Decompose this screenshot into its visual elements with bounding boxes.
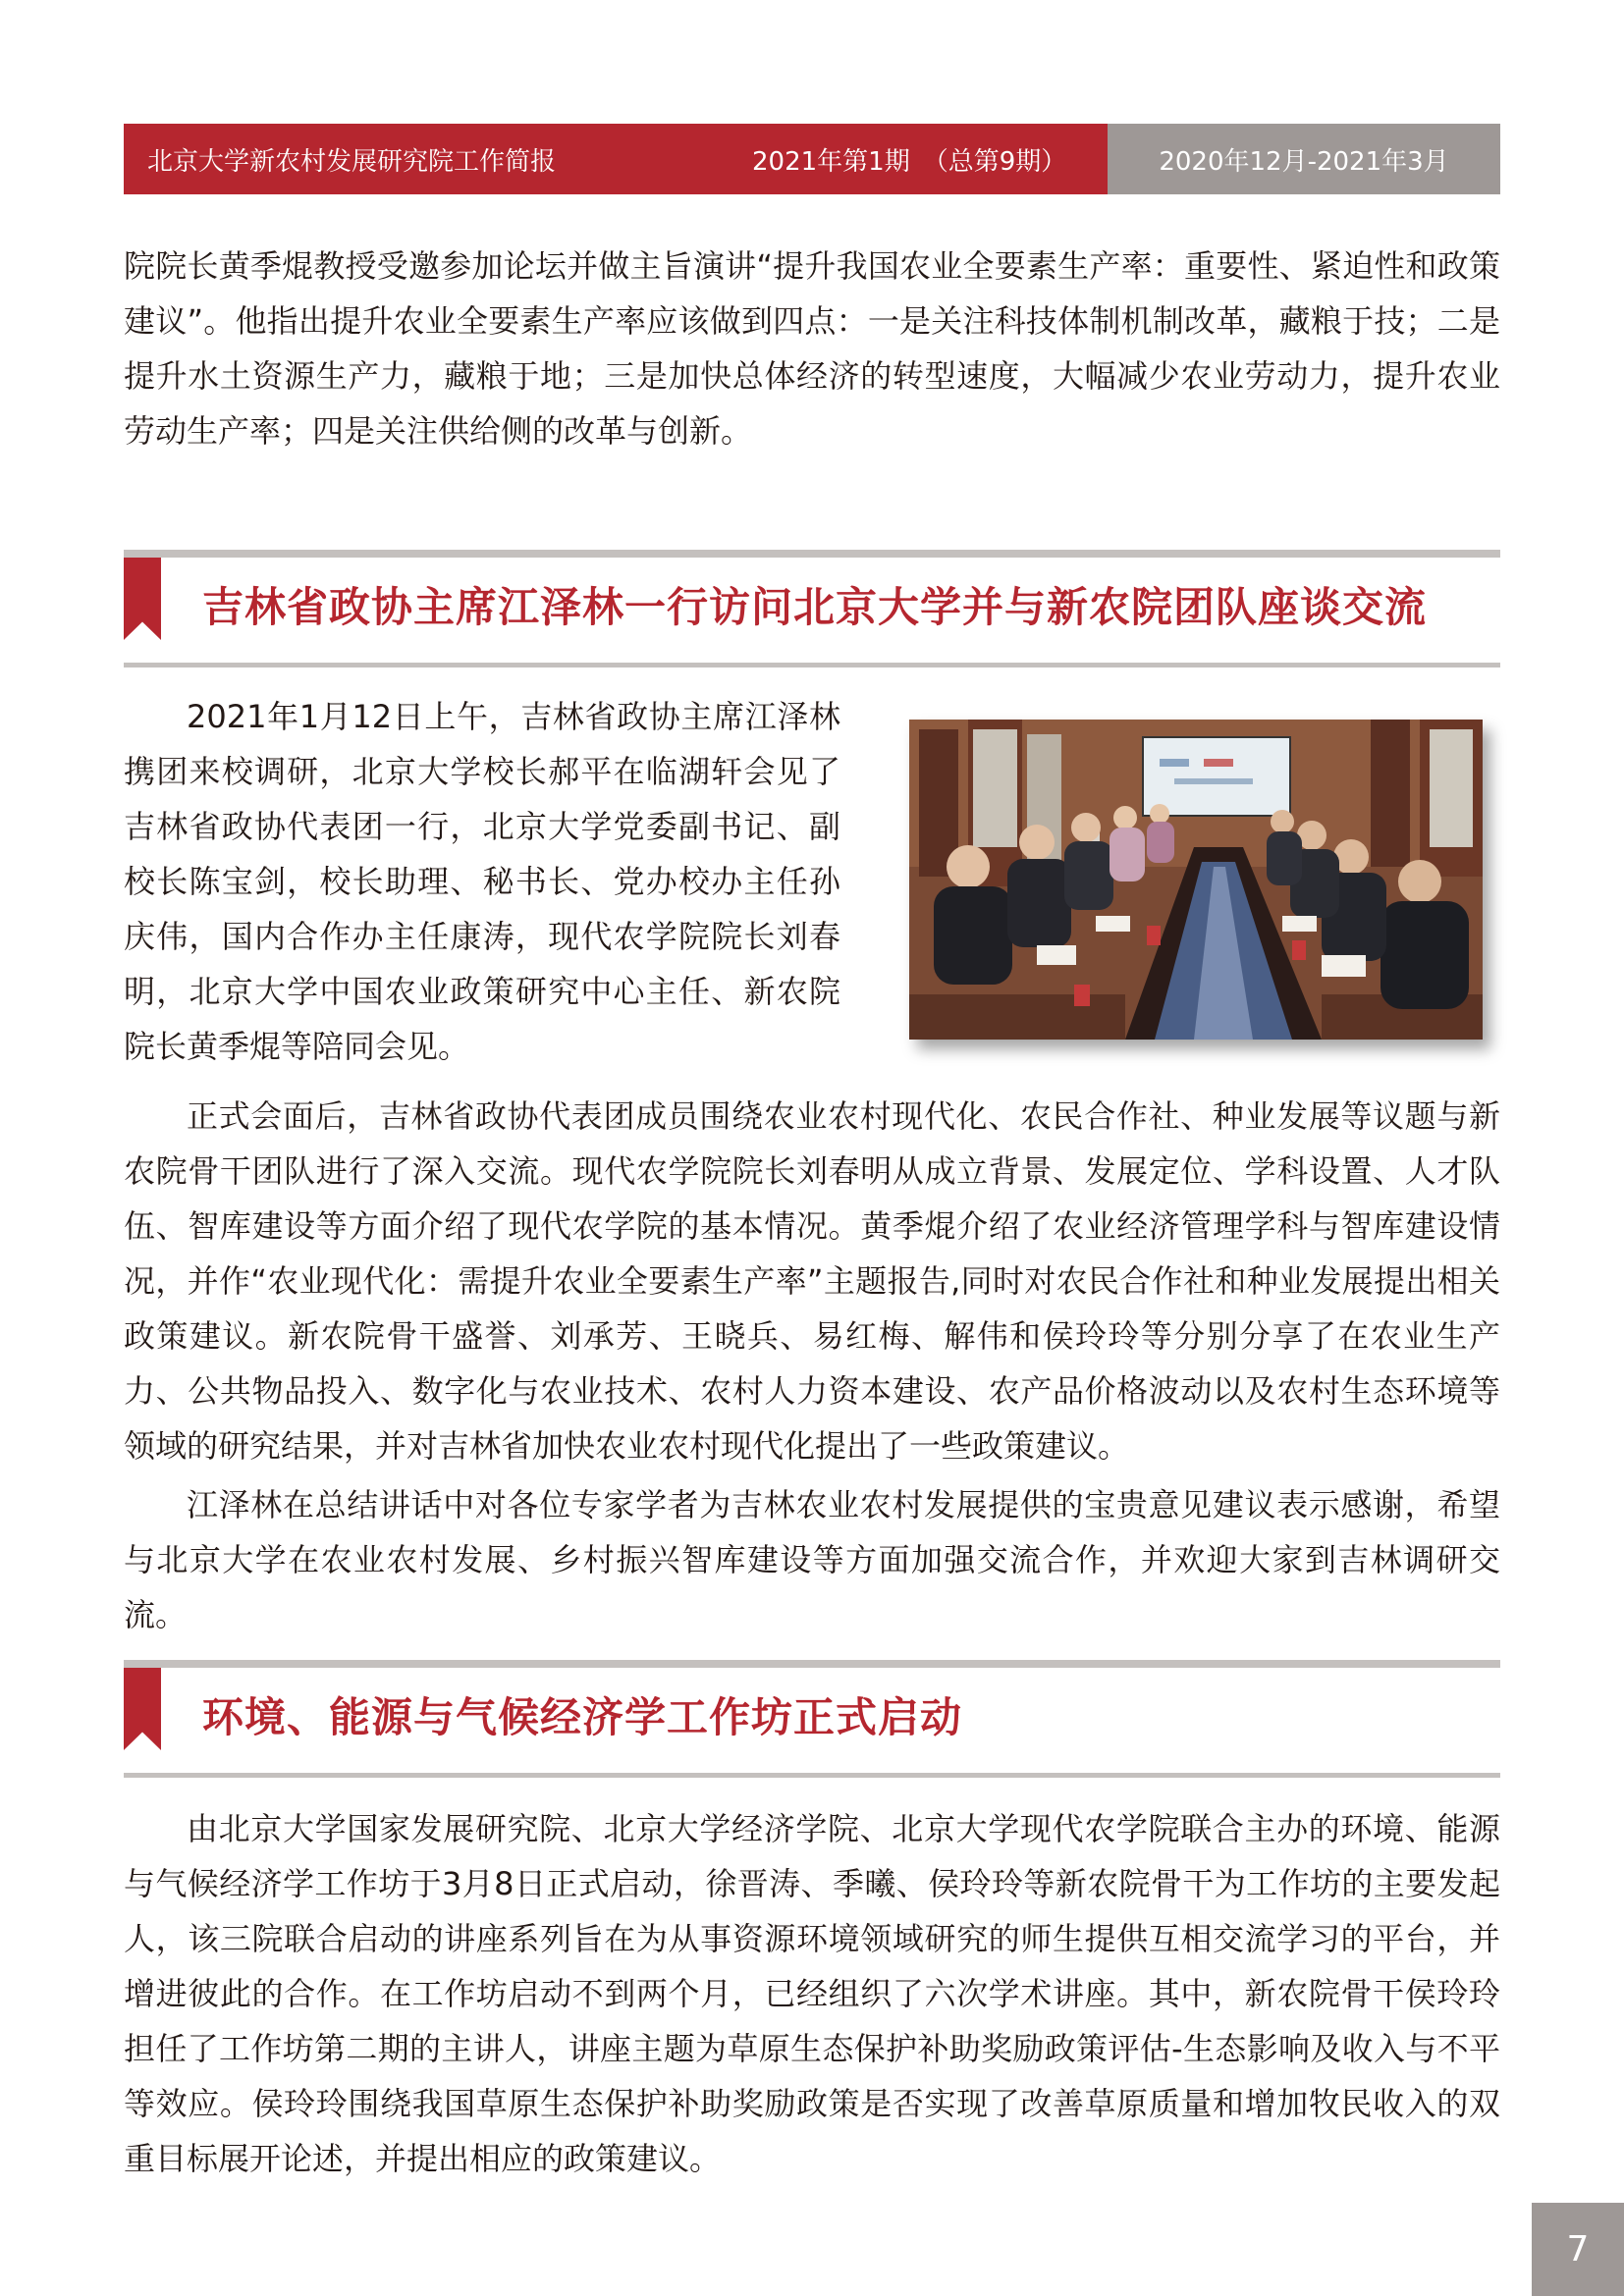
- section-rule-top: [124, 550, 1500, 558]
- page-number: 7: [1566, 2229, 1590, 2269]
- meeting-photo-illustration: [909, 720, 1483, 1040]
- page-number-box: [1532, 2203, 1624, 2296]
- section2-title: 环境、能源与气候经济学工作坊正式启动: [202, 1693, 963, 1741]
- header-period-band: [1108, 124, 1500, 194]
- meeting-photo: [909, 720, 1483, 1040]
- section-flag-icon: [124, 558, 161, 640]
- intro-paragraph: 院院长黄季焜教授受邀参加论坛并做主旨演讲“提升我国农业全要素生产率：重要性、紧迫性和政策建议”。他指出提升农业全要素生产率应该做到四点：一是关注科技体制机制改革，藏粮于技；二是提升水土资源生产力，藏粮于地；三是加快总体经济的转型速度，大幅减少农业劳动力，提升农业劳动生产率；四是关注供给侧的改革与创新。: [124, 247, 1500, 450]
- page-header: [124, 124, 1500, 194]
- section1-paragraph-3: 江泽林在总结讲话中对各位专家学者为吉林农业农村发展提供的宝贵意见建议表示感谢，希望与北京大学在农业农村发展、乡村振兴智库建设等方面加强交流合作，并欢迎大家到吉林调研交流。: [124, 1486, 1500, 1633]
- section2-heading: [124, 1660, 1500, 1778]
- issue-period: 2020年12月-2021年3月: [1159, 146, 1449, 177]
- header-red-band: [124, 124, 1108, 194]
- section-rule-bottom: [124, 1773, 1500, 1778]
- section-flag-icon: [124, 1668, 161, 1750]
- publication-name: 北京大学新农村发展研究院工作简报: [147, 146, 557, 177]
- section1-paragraph-2: 正式会面后，吉林省政协代表团成员围绕农业农村现代化、农民合作社、种业发展等议题与新农院骨干团队进行了深入交流。现代农学院院长刘春明从成立背景、发展定位、学科设置、人才队伍、智库建设等方面介绍了现代农学院的基本情况。黄季焜介绍了农业经济管理学科与智库建设情况，并作“农业现代化：需提升农业全要素生产率”主题报告,同时对农民合作社和种业发展提出相关政策建议。新农院骨干盛誉、刘承芳、王晓兵、易红梅、解伟和侯玲玲等分别分享了在农业生产力、公共物品投入、数字化与农业技术、农村人力资本建设、农产品价格波动以及农村生态环境等领域的研究结果，并对吉林省加快农业农村现代化提出了一些政策建议。: [124, 1097, 1500, 1465]
- section1-heading: [124, 550, 1500, 667]
- section1-title: 吉林省政协主席江泽林一行访问北京大学并与新农院团队座谈交流: [202, 583, 1428, 631]
- section-rule-top: [124, 1660, 1500, 1668]
- section1-paragraph-1: 2021年1月12日上午，吉林省政协主席江泽林携团来校调研，北京大学校长郝平在临湖轩会见了吉林省政协代表团一行，北京大学党委副书记、副校长陈宝剑，校长助理、秘书长、党办校办主任孙庆伟，国内合作办主任康涛，现代农学院院长刘春明，北京大学中国农业政策研究中心主任、新农院院长黄季焜等陪同会见。: [124, 698, 840, 1065]
- issue-number: 2021年第1期 （总第9期）: [752, 146, 1067, 177]
- section-rule-bottom: [124, 663, 1500, 667]
- section2-paragraph-1: 由北京大学国家发展研究院、北京大学经济学院、北京大学现代农学院联合主办的环境、能源与气候经济学工作坊于3月8日正式启动，徐晋涛、季曦、侯玲玲等新农院骨干为工作坊的主要发起人，该三院联合启动的讲座系列旨在为从事资源环境领域研究的师生提供互相交流学习的平台，并增进彼此的合作。在工作坊启动不到两个月，已经组织了六次学术讲座。其中，新农院骨干侯玲玲担任了工作坊第二期的主讲人，讲座主题为草原生态保护补助奖励政策评估-生态影响及收入与不平等效应。侯玲玲围绕我国草原生态保护补助奖励政策是否实现了改善草原质量和增加牧民收入的双重目标展开论述，并提出相应的政策建议。: [124, 1810, 1500, 2177]
